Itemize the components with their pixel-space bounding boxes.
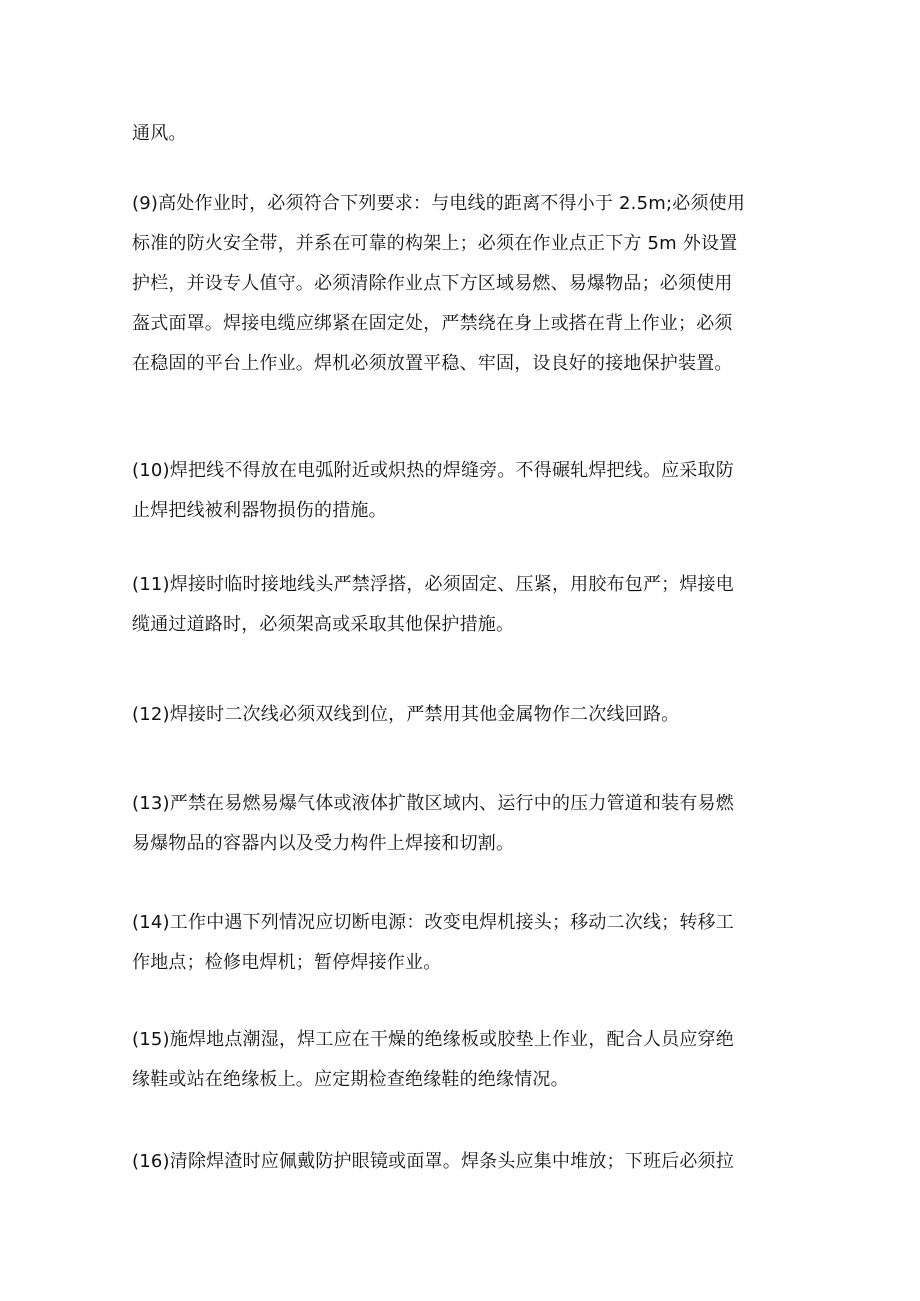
- text-line: 盔式面罩。焊接电缆应绑紧在固定处，严禁绕在身上或搭在背上作业；必须: [132, 313, 733, 334]
- text-line: (12)焊接时二次线必须双线到位，严禁用其他金属物作二次线回路。: [132, 704, 680, 725]
- paragraph-10: [132, 451, 812, 531]
- text-line: 在稳固的平台上作业。焊机必须放置平稳、牢固，设良好的接地保护装置。: [132, 353, 733, 374]
- text-line: 止焊把线被利器物损伤的措施。: [132, 500, 387, 521]
- text-line: 通风。: [132, 123, 187, 144]
- paragraph-9: [132, 184, 812, 384]
- paragraph-14: [132, 903, 812, 983]
- text-line: (14)工作中遇下列情况应切断电源：改变电焊机接头；移动二次线；转移工: [132, 912, 734, 933]
- text-line: (16)清除焊渣时应佩戴防护眼镜或面罩。焊条头应集中堆放；下班后必须拉: [132, 1151, 734, 1172]
- text-line: 作地点；检修电焊机；暂停焊接作业。: [132, 952, 442, 973]
- paragraph-15: [132, 1020, 812, 1100]
- text-line: 缆通过道路时，必须架高或采取其他保护措施。: [132, 614, 515, 635]
- text-line: 缘鞋或站在绝缘板上。应定期检查绝缘鞋的绝缘情况。: [132, 1069, 569, 1090]
- text-line: 标准的防火安全带，并系在可靠的构架上；必须在作业点正下方 5m 外设置: [132, 233, 738, 254]
- text-line: (13)严禁在易燃易爆气体或液体扩散区域内、运行中的压力管道和装有易燃: [132, 793, 734, 814]
- text-line: (11)焊接时临时接地线头严禁浮搭，必须固定、压紧，用胶布包严；焊接电: [132, 574, 734, 595]
- text-line: (10)焊把线不得放在电弧附近或炽热的焊缝旁。不得碾轧焊把线。应采取防: [132, 460, 734, 481]
- text-line: (15)施焊地点潮湿，焊工应在干燥的绝缘板或胶垫上作业，配合人员应穿绝: [132, 1029, 734, 1050]
- paragraph-11: [132, 565, 812, 645]
- paragraph-16: [132, 1142, 812, 1182]
- text-line: 护栏，并设专人值守。必须清除作业点下方区域易燃、易爆物品；必须使用: [132, 273, 733, 294]
- paragraph-8-tail: [132, 114, 812, 154]
- text-line: (9)高处作业时，必须符合下列要求：与电线的距离不得小于 2.5m;必须使用: [132, 193, 746, 214]
- paragraph-13: [132, 784, 812, 864]
- paragraph-12: [132, 695, 812, 735]
- text-line: 易爆物品的容器内以及受力构件上焊接和切割。: [132, 833, 515, 854]
